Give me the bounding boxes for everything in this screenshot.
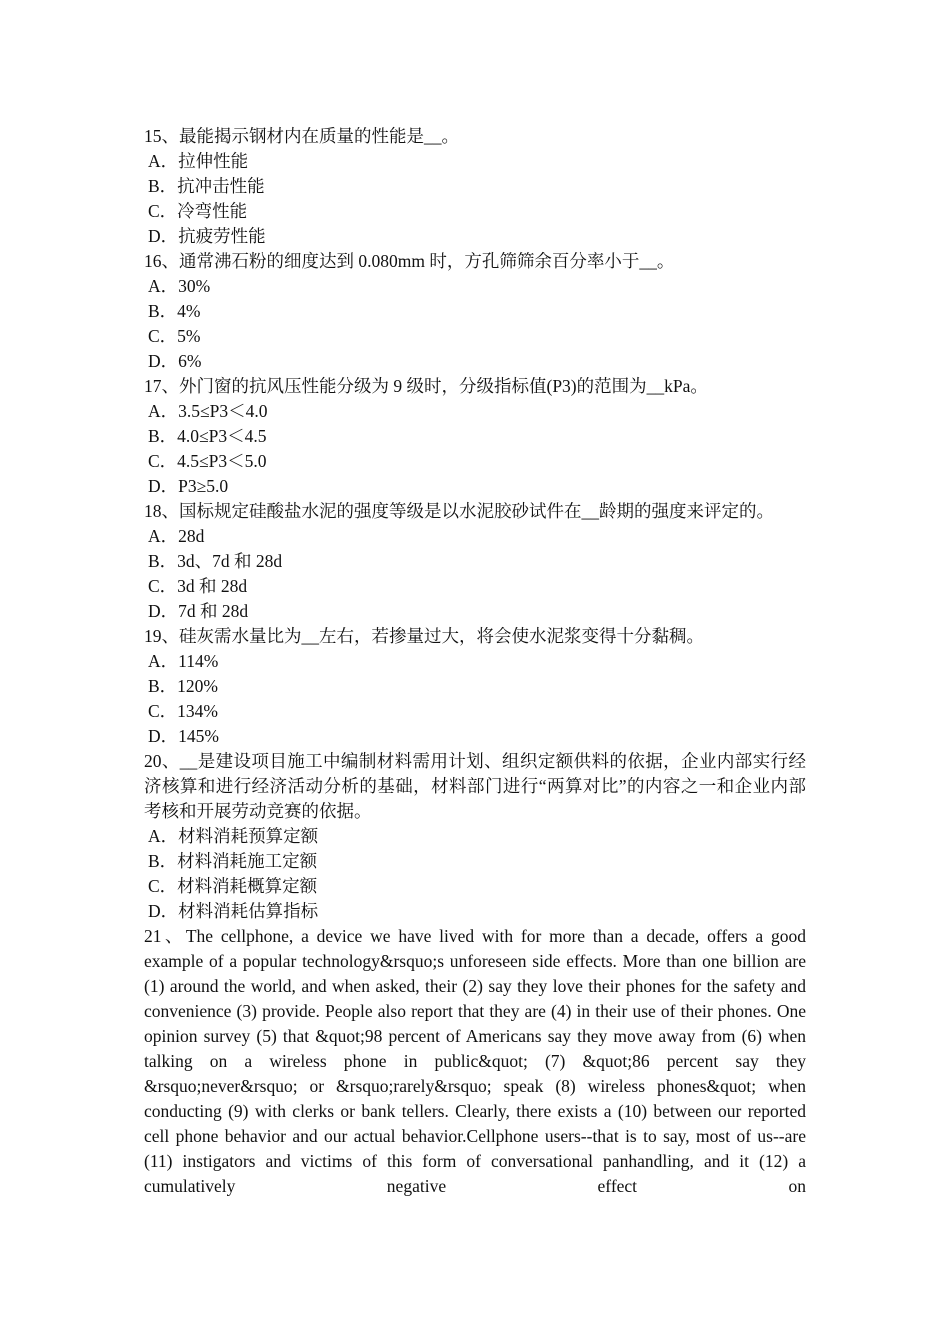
option-a: A．3.5≤P3＜4.0 [148, 401, 268, 421]
option-d: D．7d 和 28d [148, 601, 249, 621]
question-20 [144, 749, 806, 924]
option-a: A．28d [148, 526, 205, 546]
option-a: A．114% [148, 651, 219, 671]
question-15 [144, 124, 806, 249]
option-d: D．145% [148, 726, 219, 746]
question-18 [144, 499, 806, 624]
option-d: D．抗疲劳性能 [148, 226, 266, 246]
option-d: D．材料消耗估算指标 [148, 901, 319, 921]
option-b: B．材料消耗施工定额 [148, 851, 318, 871]
question-stem: 16、通常沸石粉的细度达到 0.080mm 时，方孔筛筛余百分率小于__。 [144, 251, 675, 271]
option-d: D．P3≥5.0 [148, 476, 229, 496]
option-c: C．冷弯性能 [148, 201, 248, 221]
document-page [144, 124, 806, 1199]
option-c: C．5% [148, 326, 201, 346]
question-19 [144, 624, 806, 749]
option-a: A．拉伸性能 [148, 151, 249, 171]
option-b: B．抗冲击性能 [148, 176, 265, 196]
option-b: B．3d、7d 和 28d [148, 551, 283, 571]
question-21-passage: 21、The cellphone, a device we have lived with for more than a decade, offers a good example of a popular technology&rsquo;s unforeseen side effects. More than one billion are (1) around the world, and when asked, their (2) say they love their phones for the safety and convenience (3) provide. People also report that they are (4) in their use of their phones. One opinion survey (5) that &quot;98 percent of Americans say they move away from (6) when talking on a wireless phone in public&quot; (7) &quot;86 percent say they &rsquo;never&rsquo; or &rsquo;rarely&rsquo; speak (8) wireless phones&quot; when conducting (9) with clerks or bank tellers. Clearly, there exists a (10) between our reported cell phone behavior and our actual behavior.Cellphone users--that is to say, most of us--are (11) instigators and victims of this form of conversational panhandling, and it (12) a cumulatively negative effect on [144, 926, 806, 1196]
option-a: A．30% [148, 276, 211, 296]
question-stem: 17、外门窗的抗风压性能分级为 9 级时，分级指标值(P3)的范围为__kPa。 [144, 376, 708, 396]
question-17 [144, 374, 806, 499]
option-b: B．4% [148, 301, 201, 321]
option-c: C．3d 和 28d [148, 576, 248, 596]
question-stem: 20、__是建设项目施工中编制材料需用计划、组织定额供料的依据，企业内部实行经济核算和进行经济活动分析的基础，材料部门进行“两算对比”的内容之一和企业内部考核和开展劳动竞赛的依据。 [144, 751, 806, 821]
question-stem: 18、国标规定硅酸盐水泥的强度等级是以水泥胶砂试件在__龄期的强度来评定的。 [144, 501, 774, 521]
question-stem: 19、硅灰需水量比为__左右，若掺量过大，将会使水泥浆变得十分黏稠。 [144, 626, 704, 646]
option-a: A．材料消耗预算定额 [148, 826, 319, 846]
option-b: B．120% [148, 676, 218, 696]
option-d: D．6% [148, 351, 202, 371]
option-b: B．4.0≤P3＜4.5 [148, 426, 267, 446]
option-c: C．材料消耗概算定额 [148, 876, 318, 896]
option-c: C．134% [148, 701, 218, 721]
question-stem: 15、最能揭示钢材内在质量的性能是__。 [144, 126, 459, 146]
question-16 [144, 249, 806, 374]
option-c: C．4.5≤P3＜5.0 [148, 451, 267, 471]
